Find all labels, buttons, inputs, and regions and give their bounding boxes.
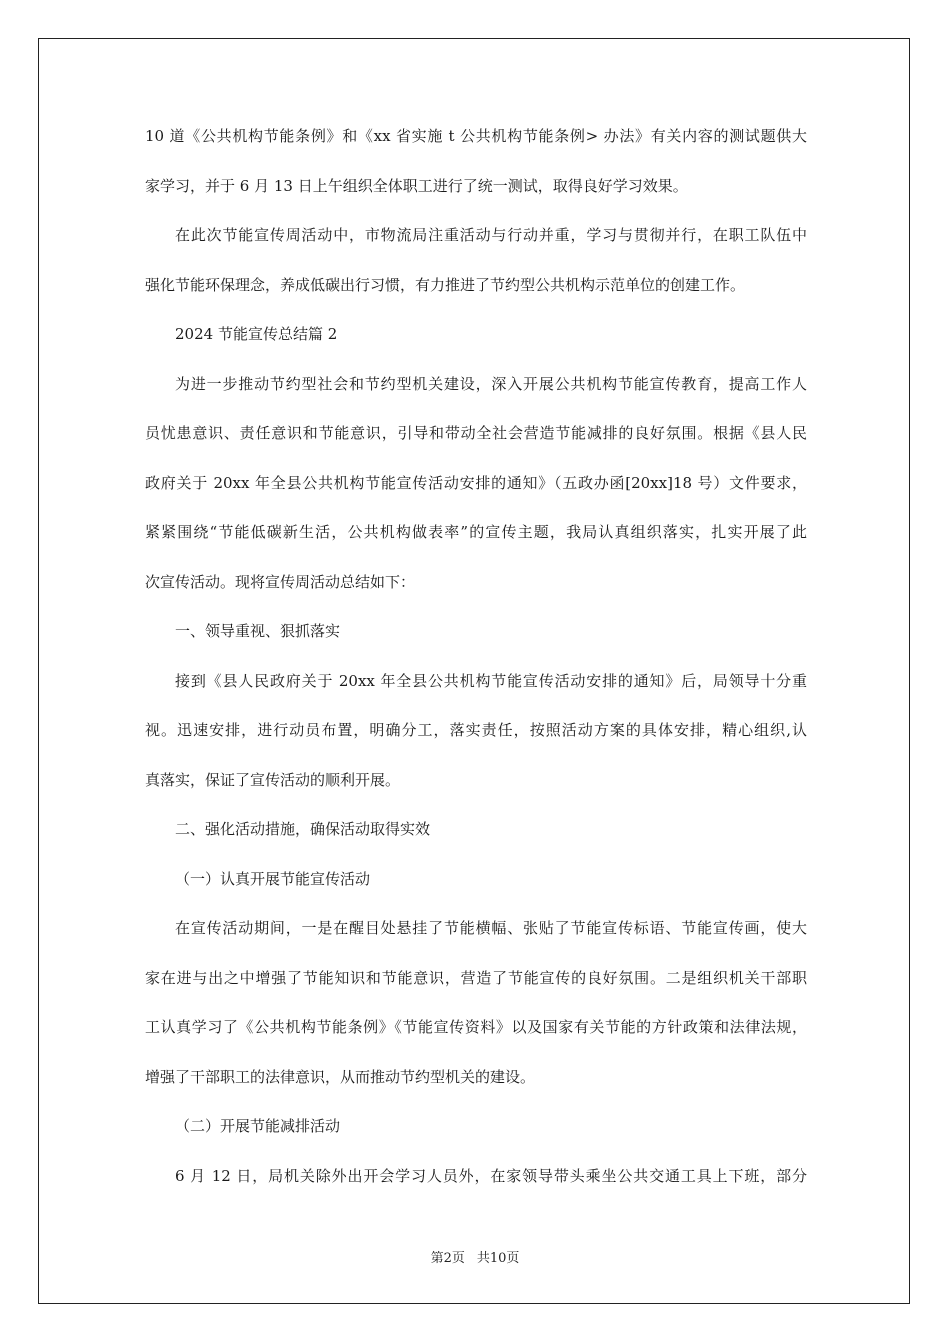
subsection-heading: （二）开展节能减排活动 <box>175 1117 341 1135</box>
text-line: 在宣传活动期间，一是在醒目处悬挂了节能横幅、张贴了节能宣传标语、节能宣传画，使大 <box>175 919 807 937</box>
text-line: 接到《县人民政府关于 20xx 年全县公共机构节能宣传活动安排的通知》后，局领导十分重 <box>175 671 807 690</box>
subsection-heading: （一）认真开展节能宣传活动 <box>175 869 371 888</box>
text-line: 政府关于 20xx 年全县公共机构节能宣传活动安排的通知》（五政办函[20xx]18 号）文件要求， <box>145 473 807 492</box>
section-heading: 一、领导重视、狠抓落实 <box>175 622 341 640</box>
section-heading: 二、强化活动措施，确保活动取得实效 <box>175 820 431 838</box>
page-total: 共10页 <box>476 1251 520 1266</box>
text-line: 紧紧围绕“节能低碳新生活，公共机构做表率”的宣传主题，我局认真组织落实，扎实开展了此 <box>145 523 807 541</box>
text-line: 视。迅速安排，进行动员布置，明确分工，落实责任，按照活动方案的具体安排，精心组织,认 <box>145 721 807 739</box>
text-line: 强化节能环保理念，养成低碳出行习惯，有力推进了节约型公共机构示范单位的创建工作。 <box>145 275 746 294</box>
document-body <box>145 124 807 1213</box>
page-number: 第2页 <box>430 1251 465 1266</box>
text-line: 为进一步推动节约型社会和节约型机关建设，深入开展公共机构节能宣传教育，提高工作人 <box>175 374 807 393</box>
text-line: 员忧患意识、责任意识和节能意识，引导和带动全社会营造节能减排的良好氛围。根据《县人民 <box>145 424 807 442</box>
text-line: 在此次节能宣传周活动中，市物流局注重活动与行动并重，学习与贯彻并行，在职工队伍中 <box>175 226 807 244</box>
text-line: 10 道《公共机构节能条例》和《xx 省实施 t 公共机构节能条例> 办法》有关内容的测试题供大 <box>145 127 807 145</box>
text-line: 次宣传活动。现将宣传周活动总结如下： <box>145 572 416 591</box>
text-line: 增强了干部职工的法律意识，从而推动节约型机关的建设。 <box>145 1067 536 1086</box>
text-line: 真落实，保证了宣传活动的顺利开展。 <box>145 770 401 789</box>
text-line: 6 月 12 日，局机关除外出开会学习人员外，在家领导带头乘坐公共交通工具上下班，部分 <box>175 1166 807 1185</box>
text-line: 家学习，并于 6 月 13 日上午组织全体职工进行了统一测试，取得良好学习效果。 <box>145 176 688 195</box>
text-line: 工认真学习了《公共机构节能条例》《节能宣传资料》以及国家有关节能的方针政策和法律法规， <box>145 1018 807 1036</box>
page-footer <box>0 1247 950 1266</box>
text-line: 家在进与出之中增强了节能知识和节能意识，营造了节能宣传的良好氛围。二是组织机关干部职 <box>145 968 807 987</box>
section-title: 2024 节能宣传总结篇 2 <box>175 325 338 343</box>
